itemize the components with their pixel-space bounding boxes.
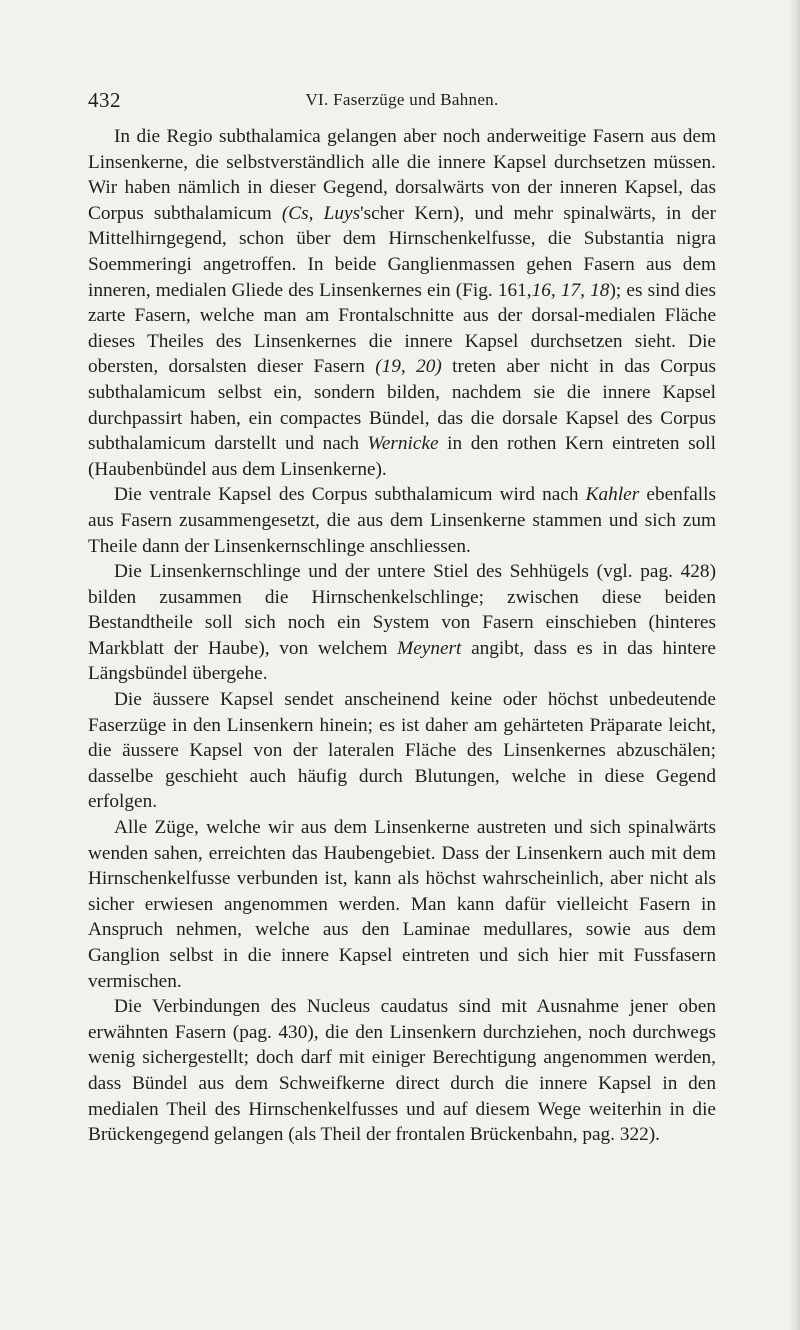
text-segment-italic: 16, 17, 18 (531, 279, 610, 301)
text-segment: ); es sind dies zarte Fasern, welche man am Frontalschnitte aus der dorsal-medialen Fläche dieses Theiles des Linsenkernes die innere Kapsel durchsetzen sieht. Die obersten, dorsalsten dieser Fasern (88, 279, 716, 378)
body-text (88, 124, 716, 1148)
paragraph (88, 994, 716, 1148)
text-segment: treten aber nicht in das Corpus subthalamicum selbst ein, sondern bilden, nachdem sie die innere Kapsel durchpassirt haben, ein compactes Bündel, das die dorsale Kapsel des Corpus subthalamicum darstellt und nach (88, 356, 717, 455)
page-edge-shadow (788, 0, 800, 1330)
page-number: 432 (88, 88, 121, 112)
text-segment: angibt, dass es in das hintere Längsbündel übergehe. (88, 637, 716, 685)
text-segment-italic: Kahler (585, 484, 640, 506)
text-segment-italic: (19, 20) (375, 356, 442, 378)
paragraph (88, 482, 716, 559)
text-segment: Die äussere Kapsel sendet anscheinend keine oder höchst unbedeutende Faserzüge in den Linsenkern hinein; es ist daher am gehärteten Präparate leicht, die äussere Kapsel von der lateralen Fläche des Linsenkernes abzuschälen; dasselbe geschieht auch häufig durch Blutungen, welche in diese Gegend erfolgen. (88, 689, 716, 813)
text-segment: 'scher Kern), und mehr spinalwärts, in der Mittelhirngegend, schon über dem Hirnschenkelfusse, die Substantia nigra Soemmeringi angetroffen. In beide Ganglienmassen gehen Fasern aus dem inneren, medialen Gliede des Linsenkernes ein (Fig. 161, (88, 202, 716, 301)
text-segment: in den rothen Kern eintreten soll (Haubenbündel aus dem Linsenkerne). (88, 433, 716, 480)
page-header (88, 88, 716, 112)
paragraph (88, 559, 716, 687)
text-segment: Die Linsenkernschlinge und der untere Stiel des Sehhügels (vgl. pag. 428) bilden zusammen die Hirnschenkelschlinge; zwischen diese beiden Bestandtheile soll sich noch ein System von Fasern einschieben (hinteres Markblatt der Haube), von welchem (88, 561, 716, 659)
text-segment: ebenfalls aus Fasern zusammengesetzt, die aus dem Linsenkerne stammen und sich zum Theile dann der Linsenkernschlinge anschliessen. (88, 484, 716, 557)
text-segment: In die Regio subthalamica gelangen aber noch anderweitige Fasern aus dem Linsenkerne, die selbstverständlich alle die innere Kapsel durchsetzen müssen. Wir haben nämlich in dieser Gegend, dorsalwärts von der inneren Kapsel, das Corpus subthalamicum (88, 126, 716, 224)
text-segment-italic: (Cs, Luys (281, 202, 361, 224)
paragraph (88, 815, 716, 994)
text-segment: Die ventrale Kapsel des Corpus subthalamicum wird nach (114, 484, 586, 506)
running-head: VI. Faserzüge und Bahnen. (305, 90, 499, 109)
paragraph (88, 124, 716, 482)
text-segment-italic: Meynert (397, 637, 462, 659)
paragraph (88, 687, 716, 815)
text-segment: Die Verbindungen des Nucleus caudatus sind mit Ausnahme jener oben erwähnten Fasern (pag. 430), die den Linsenkern durchziehen, noch durchwegs wenig sichergestellt; doch darf mit einiger Berechtigung angenommen werden, dass Bündel aus dem Schweifkerne direct durch die innere Kapsel in den medialen Theil des Hirnschenkelfusses und auf diesem Wege weiterhin in die Brückengegend gelangen (als Theil der frontalen Brückenbahn, pag. 322). (88, 996, 716, 1146)
text-segment-italic: Wernicke (367, 433, 439, 455)
text-segment: Alle Züge, welche wir aus dem Linsenkerne austreten und sich spinalwärts wenden sahen, erreichten das Haubengebiet. Dass der Linsenkern auch mit dem Hirnschenkelfusse verbunden ist, kann als höchst wahrscheinlich, aber nicht als sicher erwiesen angenommen werden. Man kann dafür vielleicht Fasern in Anspruch nehmen, welche aus den Laminae medullares, sowie aus dem Ganglion selbst in die innere Kapsel eintreten und sich hier mit Fussfasern vermischen. (88, 817, 716, 992)
